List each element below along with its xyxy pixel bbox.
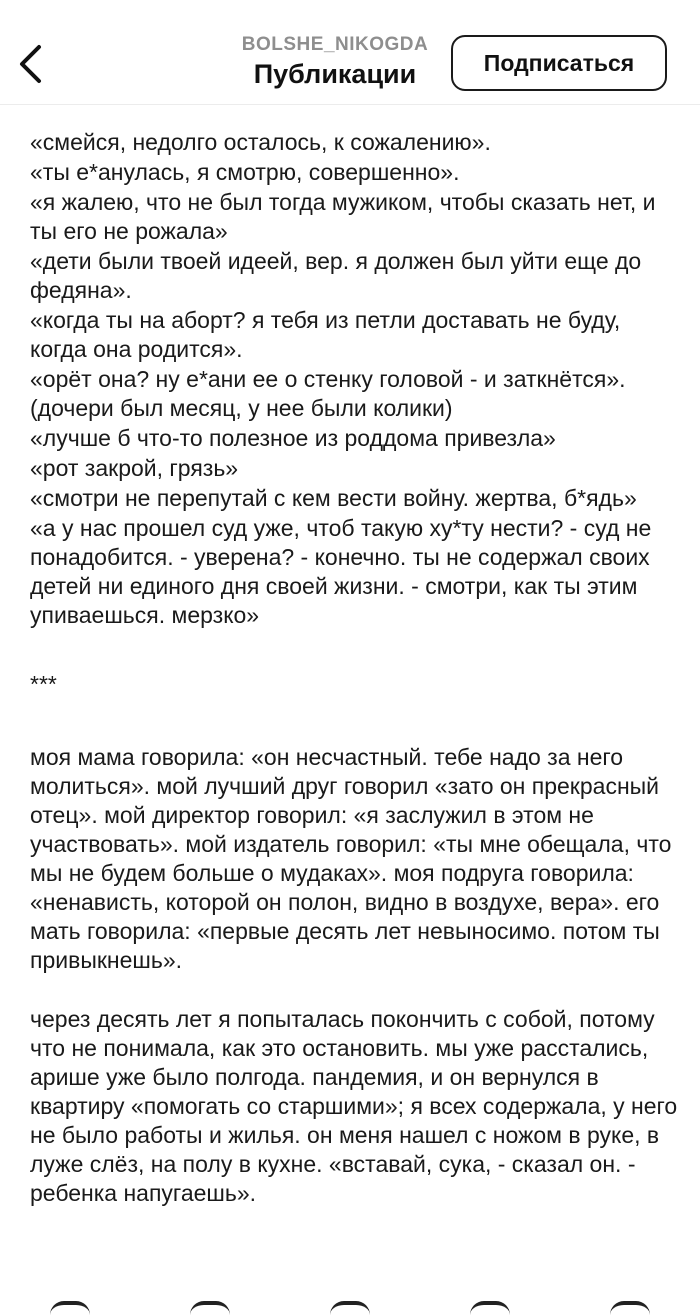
paragraph: через десять лет я попыталась покончить с собой, потому что не понимала, как это остановить. мы уже расстались, арише уже было полгода. пандемия, и он вернулся в квартиру «помогать со старшими»; я всех содержала, у него не было работы и жилья. он меня нашел с ножом в руке, в луже слёз, на полу в кухне. «вставай, сука, - сказал он. - ребенка напугаешь». xyxy=(30,1006,678,1206)
header xyxy=(0,0,700,105)
tab-profile[interactable] xyxy=(610,1301,650,1315)
quote-line: «лучше б что-то полезное из роддома привезла» xyxy=(30,425,556,451)
header-titles xyxy=(200,34,470,90)
quote-line: «смейся, недолго осталось, к сожалению». xyxy=(30,129,491,155)
post-text xyxy=(30,128,680,1208)
page-title: Публикации xyxy=(253,59,417,89)
quote-line: «дети были твоей идеей, вер. я должен был уйти еще до федяна». xyxy=(30,248,642,303)
back-button[interactable] xyxy=(12,42,48,86)
bottom-bar xyxy=(0,1279,700,1315)
quote-line: «орёт она? ну е*ани ее о стенку головой - и заткнётся». (дочери был месяц, у нее были колики) xyxy=(30,366,626,421)
quote-line: «когда ты на аборт? я тебя из петли доставать не буду, когда она родится». xyxy=(30,307,621,362)
account-username: BOLSHE_NIKOGDA xyxy=(241,34,429,55)
tab-home[interactable] xyxy=(50,1301,90,1315)
quote-line: «смотри не перепутай с кем вести войну. жертва, б*ядь» xyxy=(30,485,637,511)
quote-line: «рот закрой, грязь» xyxy=(30,455,239,481)
chevron-left-icon xyxy=(17,44,43,84)
quote-list xyxy=(30,128,680,630)
section-separator: *** xyxy=(30,671,57,697)
quote-line: «ты е*анулась, я смотрю, совершенно». xyxy=(30,159,460,185)
quote-line: «а у нас прошел суд уже, чтоб такую ху*ту нести? - суд не понадобится. - уверена? - конечно. ты не содержал своих детей ни единого дня своей жизни. - смотри, как ты этим упиваешься. мерзко» xyxy=(30,515,652,628)
quote-line: «я жалею, что не был тогда мужиком, чтобы сказать нет, и ты его не рожала» xyxy=(30,189,656,244)
tab-reels[interactable] xyxy=(330,1301,370,1315)
tab-shop[interactable] xyxy=(470,1301,510,1315)
tab-search[interactable] xyxy=(190,1301,230,1315)
paragraph: моя мама говорила: «он несчастный. тебе надо за него молиться». мой лучший друг говорил «зато он прекрасный отец». мой директор говорил: «я заслужил в этом не участвовать». мой издатель говорил: «ты мне обещала, что мы не будем больше о мудаках». моя подруга говорила: «ненависть, которой он полон, видно в воздухе, вера». его мать говорила: «первые десять лет невыносимо. потом ты привыкнешь». xyxy=(30,744,672,973)
tab-bar xyxy=(0,1293,700,1315)
subscribe-button[interactable]: Подписаться xyxy=(451,35,667,91)
